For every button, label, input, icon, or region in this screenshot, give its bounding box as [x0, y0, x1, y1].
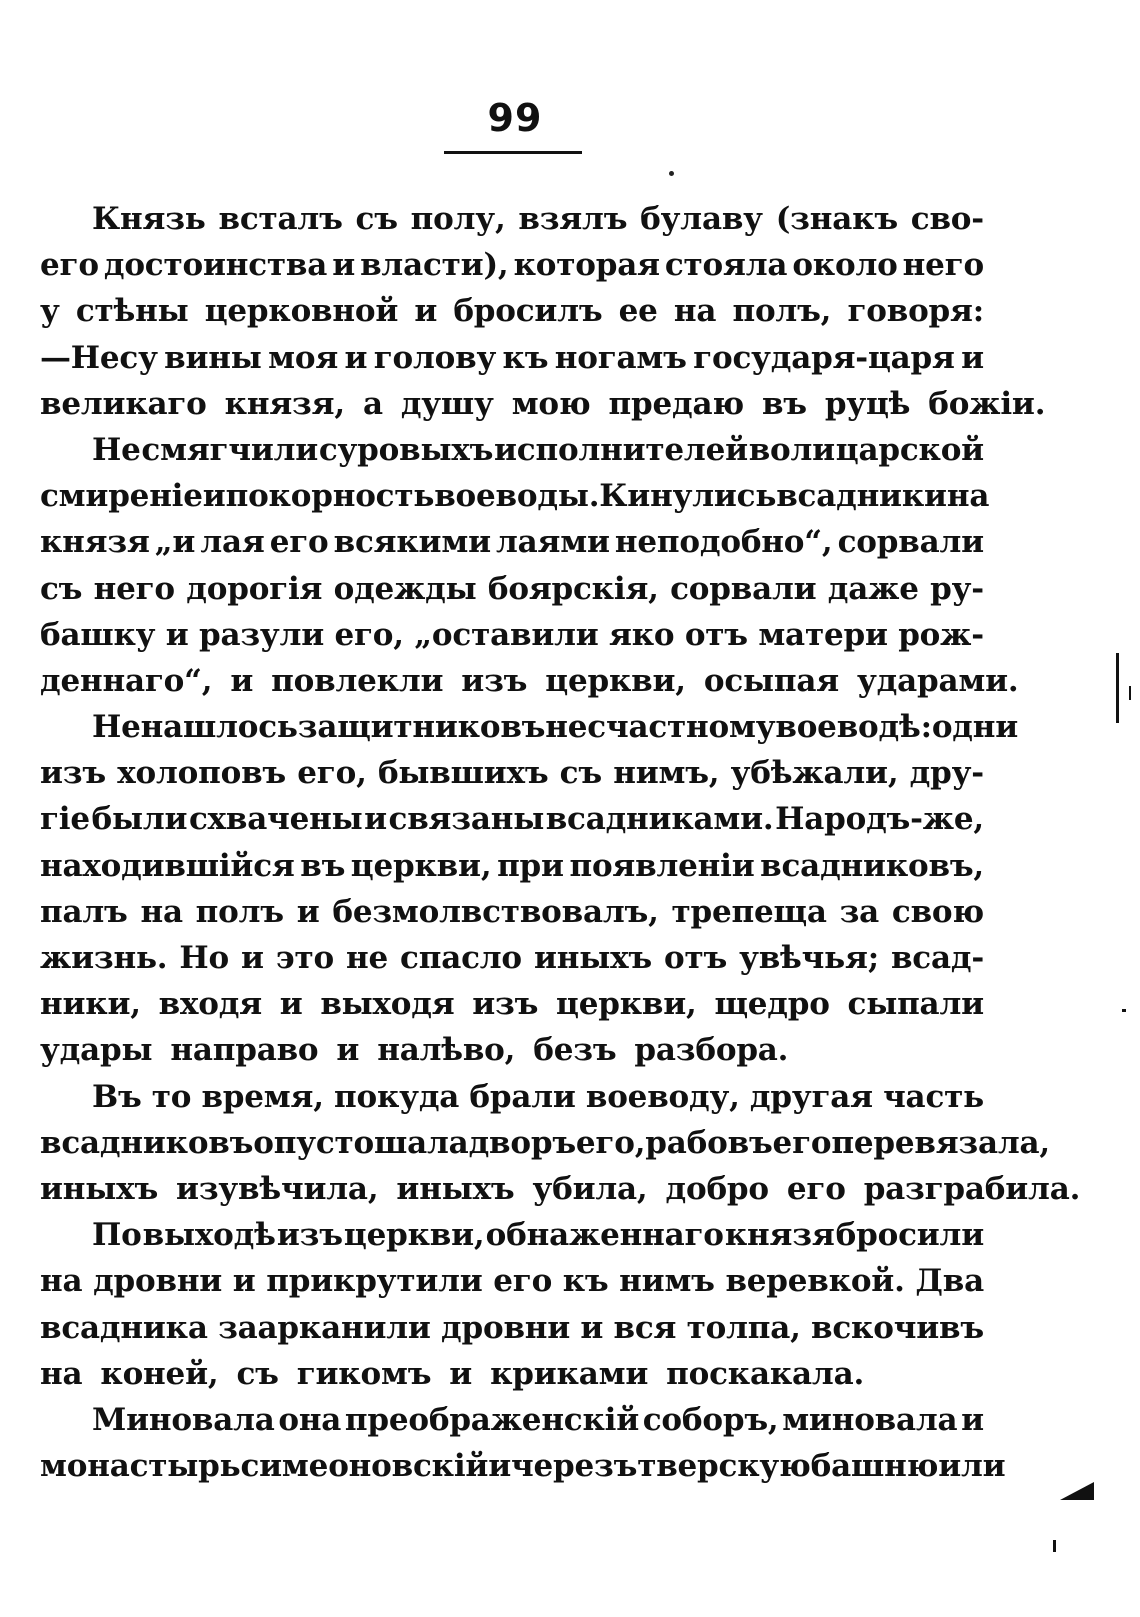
text-line — [40, 1351, 984, 1397]
word: дворъ — [468, 1124, 576, 1161]
page-number: 99 — [487, 96, 543, 140]
word: криками — [490, 1355, 649, 1392]
word: предаю — [608, 385, 744, 422]
word: поскакала. — [666, 1355, 865, 1392]
word: разули — [198, 616, 325, 653]
word: при — [497, 847, 564, 884]
word: вся — [613, 1309, 677, 1346]
word: неподобно“, — [614, 524, 833, 561]
word: съ — [559, 755, 602, 792]
word: дорогія — [186, 570, 323, 607]
word: иныхъ — [533, 940, 652, 976]
word: а — [362, 385, 383, 422]
word: брали — [469, 1078, 576, 1115]
word: бросили — [835, 1217, 984, 1254]
word: время, — [201, 1078, 324, 1115]
text-line — [40, 1397, 984, 1443]
word: всадниками. — [545, 801, 774, 838]
word: монастырь — [40, 1448, 241, 1485]
word: него — [902, 247, 984, 284]
word: церкви, — [350, 847, 492, 884]
word: сыпали — [847, 986, 984, 1023]
word: государя-царя — [693, 339, 955, 376]
text-line — [40, 935, 984, 981]
word: жизнь. — [40, 940, 168, 976]
word: достоинства — [103, 247, 328, 284]
text-line — [40, 427, 984, 473]
word: стояла — [664, 247, 788, 284]
word: тверскую — [637, 1448, 811, 1485]
word: всталъ — [218, 201, 343, 237]
word: веревкой. — [725, 1263, 905, 1300]
word: на — [40, 1355, 83, 1392]
word: ногамъ — [554, 339, 687, 376]
text-line — [40, 796, 984, 842]
print-speck — [669, 171, 674, 176]
text-line — [40, 750, 984, 796]
margin-mark — [1116, 653, 1119, 723]
word: изъ — [472, 986, 539, 1023]
word: сорвали — [837, 524, 984, 561]
word: нимъ — [619, 1263, 715, 1300]
word: и — [165, 616, 189, 653]
word: и — [488, 1448, 511, 1485]
word: деннаго“, — [40, 662, 213, 699]
word: сорвали — [670, 570, 817, 607]
word: Два — [915, 1263, 984, 1300]
word: Не — [92, 709, 141, 746]
word: и — [336, 1032, 360, 1069]
text-line — [40, 1120, 1051, 1166]
text-line — [40, 288, 984, 334]
word: не — [346, 940, 389, 976]
word: связаны — [388, 801, 545, 838]
word: говоря: — [847, 293, 984, 330]
word: и — [580, 1309, 604, 1346]
word: часть — [883, 1078, 984, 1115]
word: добро — [665, 1170, 769, 1207]
word: церкви, — [343, 1217, 485, 1254]
word: спасло — [400, 940, 522, 976]
word: вскочивъ — [811, 1309, 984, 1346]
word: моя — [268, 339, 339, 376]
text-line — [40, 612, 984, 658]
word: и — [296, 893, 320, 930]
word: толпа, — [686, 1309, 801, 1346]
word: башку — [40, 616, 156, 653]
word: заарканили — [218, 1309, 431, 1346]
word: князя — [40, 524, 150, 561]
text-line — [40, 196, 984, 242]
word: ники, — [40, 986, 141, 1023]
word: появленіи — [569, 847, 755, 884]
word: увѣчья; — [739, 940, 879, 976]
word: преображенскій — [344, 1401, 640, 1438]
text-line — [40, 1074, 984, 1120]
word: то — [151, 1078, 192, 1115]
word: Но — [179, 940, 229, 976]
word: боярскія, — [487, 570, 659, 607]
word: на — [40, 1263, 83, 1300]
word: божіи. — [928, 385, 1046, 422]
word: направо — [170, 1032, 319, 1069]
word: иныхъ — [40, 1170, 159, 1207]
word: входя — [158, 986, 262, 1023]
text-body — [40, 196, 1081, 1489]
word: (знакъ — [775, 201, 898, 237]
word: въ — [761, 385, 807, 422]
word: полъ, — [732, 293, 832, 330]
margin-mark — [1129, 686, 1131, 700]
word: лаями — [496, 524, 610, 561]
word: налѣво, — [377, 1032, 516, 1069]
word: царской — [835, 431, 984, 468]
word: дровни — [93, 1263, 223, 1300]
word: дру- — [909, 755, 984, 792]
word: башню — [810, 1448, 939, 1485]
text-line — [40, 889, 984, 935]
word: его — [493, 1263, 553, 1300]
word: покорность — [225, 478, 435, 515]
margin-mark — [1053, 1540, 1056, 1552]
word: трепеща — [671, 893, 827, 930]
text-line — [40, 242, 984, 288]
word: несчастному — [545, 709, 776, 746]
word: одежды — [333, 570, 477, 607]
word: руцѣ — [824, 385, 911, 422]
word: власти), — [360, 247, 509, 284]
word: къ — [562, 1263, 609, 1300]
text-line — [40, 658, 1019, 704]
word: и — [364, 801, 387, 838]
word: отъ — [684, 616, 748, 653]
word: удары — [40, 1032, 153, 1069]
word: бывшихъ — [377, 755, 549, 792]
word: всадниковъ, — [760, 847, 984, 884]
word: его — [772, 1124, 832, 1161]
word: и — [202, 478, 226, 515]
text-line — [40, 1027, 984, 1073]
word: симеоновскій — [240, 1448, 489, 1485]
word: разграбила. — [863, 1170, 1081, 1207]
text-line — [40, 566, 984, 612]
word: на — [140, 893, 183, 930]
word: гіе — [40, 801, 90, 838]
word: выходѣ — [142, 1217, 276, 1254]
word: находившійся — [40, 847, 295, 884]
word: повлекли — [271, 662, 444, 699]
word: его, — [334, 616, 404, 653]
word: князя, — [224, 385, 345, 422]
word: перевязала, — [831, 1124, 1051, 1161]
word: другая — [749, 1078, 873, 1115]
word: коней, — [100, 1355, 219, 1392]
word: Кинулись — [599, 478, 777, 515]
text-line — [40, 473, 990, 519]
word: и — [961, 1401, 984, 1438]
text-line — [40, 1212, 984, 1258]
margin-mark — [1122, 1009, 1126, 1012]
word: и — [344, 339, 368, 376]
word: воеводы. — [434, 478, 600, 515]
word: его, — [297, 755, 367, 792]
text-line — [40, 381, 1046, 427]
word: даже — [827, 570, 919, 607]
word: великаго — [40, 385, 207, 422]
word: на — [946, 478, 990, 515]
word: съ — [40, 570, 83, 607]
word: на — [673, 293, 717, 330]
word: него — [93, 570, 175, 607]
word: и — [230, 662, 254, 699]
word: церковной — [204, 293, 399, 330]
word: смиреніе — [40, 478, 203, 515]
word: мою — [511, 385, 591, 422]
word: одни — [931, 709, 1019, 746]
word: ру- — [930, 570, 984, 607]
word: воеводѣ: — [775, 709, 932, 746]
text-line — [40, 1305, 984, 1351]
word: изъ — [276, 1217, 343, 1254]
word: защитниковъ — [297, 709, 546, 746]
word: „оставили — [414, 616, 599, 653]
word: всякими — [333, 524, 491, 561]
word: душу — [400, 385, 494, 422]
word: и — [332, 247, 356, 284]
word: Въ — [92, 1078, 142, 1115]
header-rule — [444, 151, 582, 154]
text-line — [40, 335, 984, 381]
word: бросилъ — [453, 293, 603, 330]
word: изъ — [40, 755, 106, 792]
word: соборъ, — [642, 1401, 779, 1438]
text-line — [40, 1166, 1081, 1212]
text-line — [40, 519, 984, 565]
word: отъ — [663, 940, 728, 976]
word: вины — [164, 339, 262, 376]
word: и — [279, 986, 303, 1023]
text-line — [40, 704, 1019, 750]
text-line — [40, 843, 984, 889]
word: палъ — [40, 893, 128, 930]
word: Народъ-же, — [775, 801, 984, 838]
word: безмолвствовалъ, — [332, 893, 659, 930]
word: это — [275, 940, 334, 976]
word: которая — [513, 247, 660, 284]
word: и — [414, 293, 438, 330]
word: она — [278, 1401, 342, 1438]
word: лая — [200, 524, 265, 561]
word: съ — [236, 1355, 279, 1392]
word: гикомъ — [296, 1355, 432, 1392]
word: изъ — [461, 662, 528, 699]
word: холоповъ — [117, 755, 287, 792]
word: убила, — [532, 1170, 648, 1207]
word: всадниковъ — [40, 1124, 254, 1161]
word: яко — [609, 616, 675, 653]
word: выходя — [320, 986, 455, 1023]
word: около — [792, 247, 898, 284]
word: миновала — [782, 1401, 958, 1438]
word: полъ — [195, 893, 284, 930]
word: воли — [748, 431, 835, 468]
word: и — [232, 1263, 256, 1300]
word: дровни — [441, 1309, 571, 1346]
word: исполнителей — [494, 431, 748, 468]
word: свою — [891, 893, 984, 930]
word: къ — [502, 339, 549, 376]
word: Князь — [92, 201, 206, 237]
word: его — [269, 524, 329, 561]
word: рож- — [898, 616, 984, 653]
word: прикрутили — [266, 1263, 483, 1300]
word: иныхъ — [396, 1170, 515, 1207]
word: полу, — [410, 201, 506, 237]
word: нашлось — [140, 709, 298, 746]
word: были — [91, 801, 188, 838]
word: и — [449, 1355, 473, 1392]
word: стѣны — [75, 293, 189, 330]
word: рабовъ — [645, 1124, 773, 1161]
word: князя — [724, 1217, 835, 1254]
word: —Несу — [40, 339, 158, 376]
word: взялъ — [518, 201, 628, 237]
word: нимъ, — [613, 755, 720, 792]
word: его, — [575, 1124, 646, 1161]
word: сво- — [910, 201, 984, 237]
word: смягчили — [141, 431, 319, 468]
corner-fold-mark — [1060, 1482, 1094, 1500]
word: покуда — [334, 1078, 460, 1115]
word: ее — [618, 293, 658, 330]
text-line — [40, 1258, 984, 1304]
word: суровыхъ — [318, 431, 494, 468]
word: съ — [355, 201, 398, 237]
word: матери — [758, 616, 888, 653]
word: его — [40, 247, 99, 284]
word: у — [40, 293, 60, 330]
word: осыпая — [703, 662, 839, 699]
word: схвачены — [188, 801, 363, 838]
word: черезъ — [511, 1448, 638, 1485]
word: Миновала — [92, 1401, 275, 1438]
word: обнаженнаго — [485, 1217, 724, 1254]
word: всад- — [890, 940, 984, 976]
word: и — [961, 339, 984, 376]
word: убѣжали, — [730, 755, 899, 792]
text-line — [40, 981, 984, 1027]
word: ударами. — [856, 662, 1019, 699]
text-line — [40, 1443, 1006, 1489]
word: церкви, — [556, 986, 697, 1023]
word: опустошала — [253, 1124, 469, 1161]
word: изувѣчила, — [176, 1170, 379, 1207]
word: церкви, — [545, 662, 686, 699]
word: булаву — [640, 201, 763, 237]
word: за — [839, 893, 880, 930]
word: Не — [92, 431, 141, 468]
word: „и — [154, 524, 196, 561]
word: безъ — [533, 1032, 617, 1069]
word: и — [241, 940, 264, 976]
word: или — [938, 1448, 1006, 1485]
word: воеводу, — [585, 1078, 740, 1115]
word: всадника — [40, 1309, 208, 1346]
word: щедро — [714, 986, 830, 1023]
word: По — [92, 1217, 142, 1254]
word: разбора. — [634, 1032, 789, 1069]
word: его — [786, 1170, 846, 1207]
word: всадники — [776, 478, 947, 515]
word: въ — [300, 847, 346, 884]
word: голову — [373, 339, 497, 376]
